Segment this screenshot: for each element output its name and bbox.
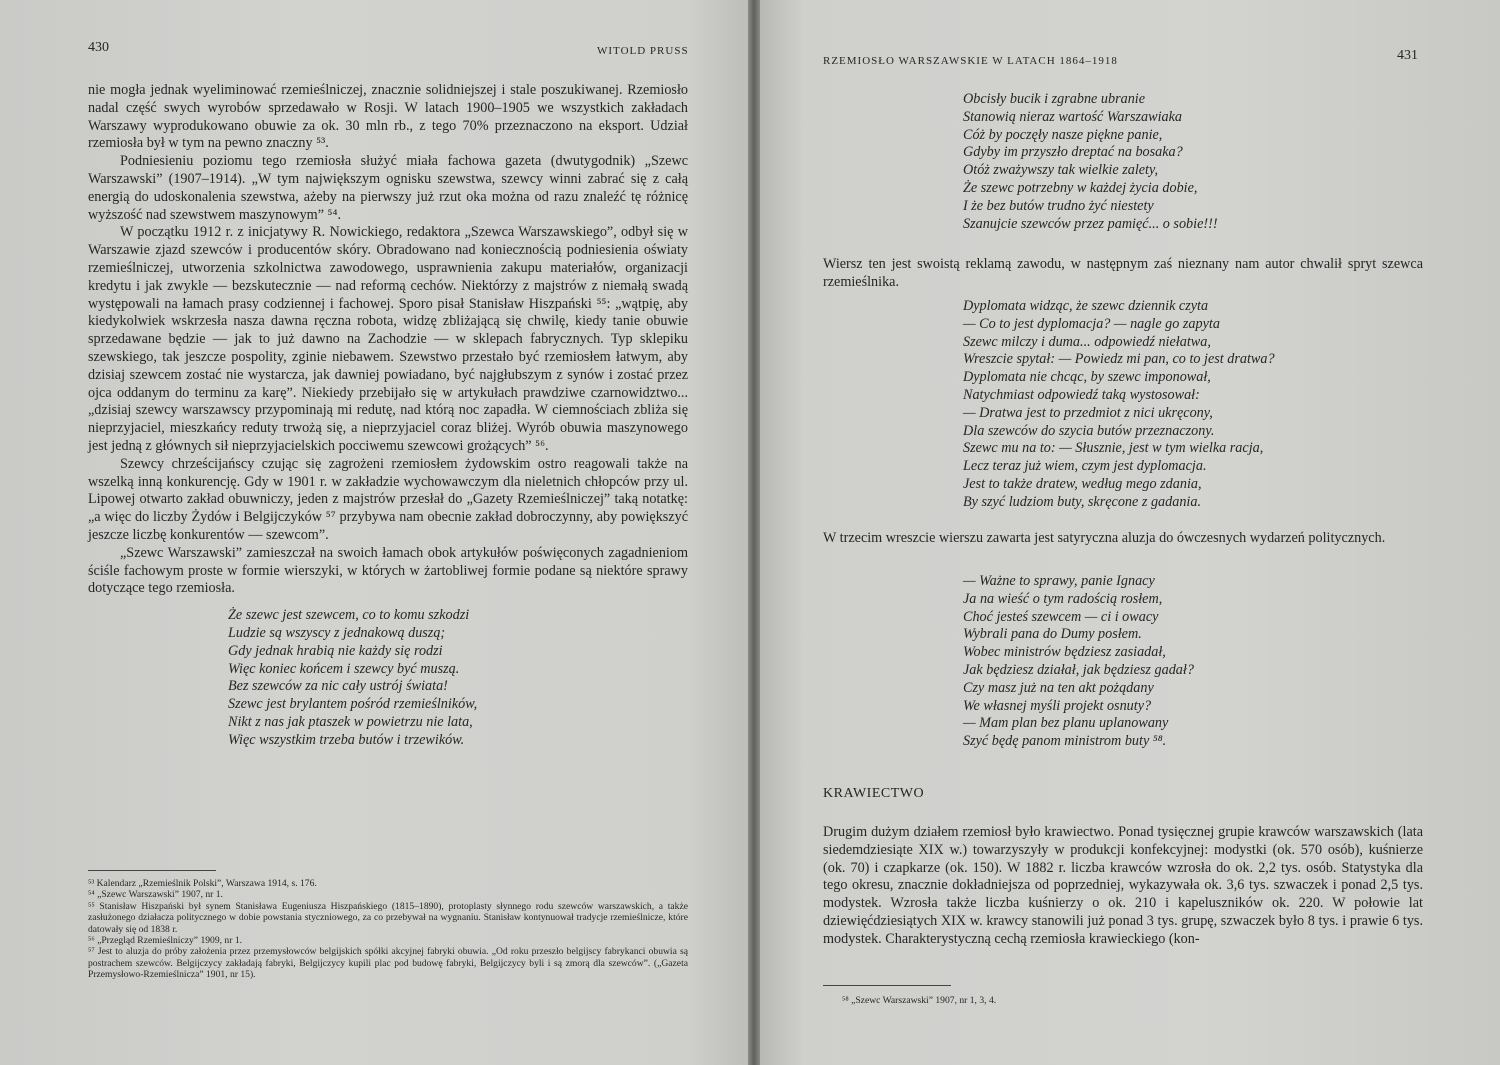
paragraph: nie mogła jednak wyeliminować rzemieślniczej, znacznie solidniejszej i stale poszukiwanej. Rzemiosło nadal część swych wyrobów sprzedawało w Rosji. W latach 1900–1905 we wszystkich zakładach Warszawy wyprodukowano obuwie za ok. 30 mln rb., z tego 70% przeznaczono na eksport. Udział rzemiosła był w tym na pewno znaczny ⁵³. xyxy=(88,82,688,152)
poem-line: Dla szewców do szycia butów przeznaczony. xyxy=(963,422,1215,439)
paragraph: W początku 1912 r. z inicjatywy R. Nowickiego, redaktora „Szewca Warszawskiego”, odbył się w Warszawie zjazd szewców i producentów skóry. Obradowano nad koniecznością podniesienia oświaty rzemieślniczej, utworzenia szkolnictwa zawodowego, usprawnienia zakupu materiałów, organizacji kredytu i jak zwykle — bezskutecznie — nad reformą cechów. Niektórzy z majstrów z niemałą swadą występowali na łamach prasy codziennej i fachowej. Sporo pisał Stanisław Hiszpański ⁵⁵: „wątpię, aby kiedykolwiek wskrzesła nasza dawna ręczna robota, widzę zbliżającą się chwilę, kiedy tanie obuwie sprzedawane będzie — jak to już dawno na Zachodzie — w sklepach fabrycznych. Typ sklepiku szewskiego, tak jeszcze pospolity, zginie niebawem. Szewstwo przestało być rzemiosłem łatwym, aby dzisiaj szewcem zostać nie wystarcza, jak dawniej powiadano, być najgłubszym z synów i zostać przez ojca oddanym do terminu za karę”. Niekiedy przebijało się w artykułach prawdziwe czarnowidztwo... „dzisiaj szewcy warszawscy przypominają mi redutę, nad którą noc zapadła. W ciemnościach zbliża się nieprzyjaciel, mieszkańcy reduty trwożą się, a nieprzyjaciel coraz bliżej. Wyrób obuwia maszynowego jest jedną z głównych sił nieprzyjacielskich pocciwemu szewcowi grożących” ⁵⁶. xyxy=(88,224,688,454)
left-page xyxy=(0,0,748,1065)
poem-line: — Dratwa jest to przedmiot z nici ukręcony, xyxy=(963,404,1213,421)
poem-line: I że bez butów trudno żyć niestety xyxy=(963,197,1154,214)
poem-line: Jak będziesz działał, jak będziesz gadał? xyxy=(963,661,1194,678)
paragraph: Wiersz ten jest swoistą reklamą zawodu, w następnym zaś nieznany nam autor chwalił spryt szewca rzemieślnika. xyxy=(823,256,1423,290)
footnote: ⁵⁴ „Szewc Warszawski” 1907, nr 1. xyxy=(88,889,223,901)
poem xyxy=(963,298,1275,512)
poem-line: Nikt z nas jak ptaszek w powietrzu nie lata, xyxy=(228,713,473,730)
footnote: ⁵⁶ „Przegląd Rzemieślniczy” 1909, nr 1. xyxy=(88,935,243,947)
poem-line: Lecz teraz już wiem, czym jest dyplomacja. xyxy=(963,458,1207,475)
section-title: KRAWIECTWO xyxy=(823,786,925,801)
right-footnote: ⁵⁸ „Szewc Warszawski” 1907, nr 1, 3, 4. xyxy=(842,995,997,1006)
footnote: ⁵⁷ Jest to aluzja do próby założenia przez przemysłowców belgijskich spółki akcyjnej fabryki obuwia. „Od roku przeszło belgijscy fabrykanci obuwia są postrachem szewców. Belgijczycy zakładają fabryki, Belgijczycy kupili plac pod budowę fabryki, Belgijczycy byli i są zmorą dla szewców”. („Gazeta Przemysłowo-Rzemieślnicza” 1901, nr 15). xyxy=(88,946,688,981)
poem-line: Dyplomata widząc, że szewc dziennik czyta xyxy=(963,298,1209,314)
poem-line: Szewc mu na to: — Słusznie, jest w tym wielka racja, xyxy=(963,440,1264,457)
poem-line: Że szewc potrzebny w każdej życia dobie, xyxy=(963,179,1198,196)
poem xyxy=(228,607,688,749)
footnote-rule xyxy=(823,985,951,986)
paragraph: W trzecim wreszcie wierszu zawarta jest satyryczna aluzja do ówczesnych wydarzeń politycznych. xyxy=(823,530,1386,546)
poem-line: Gdyby im przyszło dreptać na bosaka? xyxy=(963,144,1183,161)
poem-line: Gdy jednak hrabią nie każdy się rodzi xyxy=(228,642,443,659)
footnote: ⁵³ Kalendarz „Rzemieślnik Polski”, Warszawa 1914, s. 176. xyxy=(88,878,317,889)
left-page-number: 430 xyxy=(88,40,109,55)
footnote-rule xyxy=(88,870,216,871)
book-gutter xyxy=(748,0,760,1065)
poem-line: — Mam plan bez planu uplanowany xyxy=(963,715,1169,732)
poem-line: — Ważne to sprawy, panie Ignacy xyxy=(963,573,1155,589)
poem-line: Więc wszystkim trzeba butów i trzewików. xyxy=(228,731,465,748)
poem-line: Szewc jest brylantem pośród rzemieślników, xyxy=(228,696,478,713)
poem-line: Szyć będę panom ministrom buty ⁵⁸. xyxy=(963,733,1167,750)
poem-line: Natychmiast odpowiedź taką wystosował: xyxy=(963,386,1200,403)
right-page-number: 431 xyxy=(1397,48,1418,63)
paragraph: „Szewc Warszawski” zamieszczał na swoich łamach obok artykułów poświęconych zagadnieniom ściśle fachowym proste w formie wierszyki, w których w żartobliwej formie podane są niektóre sprawy dotyczące tego rzemiosła. xyxy=(88,544,688,597)
right-running-head: RZEMIOSŁO WARSZAWSKIE W LATACH 1864–1918 xyxy=(823,55,1118,67)
right-page xyxy=(760,0,1500,1065)
paragraph: Drugim dużym działem rzemiosł było krawiectwo. Ponad tysięcznej grupie krawców warszawskich (lata siedemdziesiąte XIX w.) towarzyszyły w produkcji konfekcyjnej: modystki (ok. 570 osób), kuśnierze (ok. 70) i czapkarze (ok. 150). W 1882 r. liczba krawców wzrosła do ok. 2,2 tys. osób. Statystyka dla tego okresu, znacznie dokładniejsza od poprzedniej, wykazywała ok. 3,6 tys. szwaczek i ponad 2,5 tys. modystek. Wzrosła także liczba kuśnierzy o ok. 210 i kapeluszników ok. 220. W połowie lat dziewięćdziesiątych XIX w. krawcy stanowili już ponad 3 tys. grupę, szwaczek było 8 tys. i prawie 6 tys. modystek. Charakterystyczną cechą rzemiosła krawieckiego (kon- xyxy=(823,824,1423,947)
poem-line: Cóż by poczęły nasze piękne panie, xyxy=(963,126,1163,143)
paragraph: Podniesieniu poziomu tego rzemiosła służyć miała fachowa gazeta (dwutygodnik) „Szewc Warszawski” (1907–1914). „W tym największym ognisku szewstwa, szewcy winni zabrać się z całą energią do udoskonalenia szewstwa, ażeby na pierwszy już rzut oka można od razu znaleźć tę różnicę wyższość nad szewstwem maszynowym” ⁵⁴. xyxy=(88,153,688,223)
poem-line: Choć jesteś szewcem — ci i owacy xyxy=(963,608,1159,625)
poem-line: Otóż zważywszy tak wielkie zalety, xyxy=(963,162,1159,179)
poem-line: Szewc milczy i duma... odpowiedź niełatwa, xyxy=(963,333,1211,350)
poem-line: Wobec ministrów będziesz zasiadał, xyxy=(963,644,1166,661)
poem xyxy=(963,573,1194,751)
poem xyxy=(963,91,1218,233)
footnote: ⁵⁵ Stanisław Hiszpański był synem Stanisława Eugeniusza Hiszpańskiego (1815–1890), protoplasty słynnego rodu szewców warszawskich, a także zasłużonego działacza politycznego w dobie powstania styczniowego, za co przebywał na wygnaniu. Stanisław kontynuował tradycje rzemieślnicze, które datowały się od 1838 r. xyxy=(88,900,688,935)
left-running-head: WITOLD PRUSS xyxy=(597,45,689,57)
poem-line: Więc koniec końcem i szewcy być muszą. xyxy=(228,660,460,677)
poem-line: Szanujcie szewców przez pamięć... o sobie!!! xyxy=(963,215,1218,232)
poem-line: Jest to także dratew, według mego zdania, xyxy=(963,475,1202,492)
poem-line: Dyplomata nie chcąc, by szewc imponował, xyxy=(963,369,1211,386)
poem-line: Czy masz już na ten akt pożądany xyxy=(963,679,1154,696)
poem-line: Wybrali pana do Dumy posłem. xyxy=(963,626,1142,643)
left-footnotes xyxy=(88,878,688,981)
left-body-text xyxy=(88,82,688,749)
poem-line: Ludzie są wszyscy z jednakową duszą; xyxy=(228,624,446,641)
poem-line: Wreszcie spytał: — Powiedz mi pan, co to jest dratwa? xyxy=(963,351,1275,368)
poem-line: We własnej myśli projekt osnuty? xyxy=(963,697,1152,714)
poem-line: Bez szewców za nic cały ustrój świata! xyxy=(228,678,448,695)
poem-line: Ja na wieść o tym radością rosłem, xyxy=(963,590,1163,607)
poem-line: Że szewc jest szewcem, co to komu szkodzi xyxy=(228,607,470,624)
paragraph: Szewcy chrześcijańscy czując się zagrożeni rzemiosłem żydowskim ostro reagowali także na wszelką inną konkurencję. Gdy w 1901 r. w zakładzie wychowawczym dla nieletnich chłopców przy ul. Lipowej otwarto zakład obuwniczy, jeden z majstrów przesłał do „Gazety Rzemieślniczej” taką notatkę: „a więc do liczby Żydów i Belgijczyków ⁵⁷ przybywa nam obecnie zakład dobroczynny, aby powiększyć jeszcze liczbę konkurentów — szewcom”. xyxy=(88,455,688,543)
poem-line: — Co to jest dyplomacja? — nagle go zapyta xyxy=(963,315,1220,332)
poem-line: Stanowią nieraz wartość Warszawiaka xyxy=(963,108,1183,125)
poem-line: By szyć ludziom buty, skręcone z gadania. xyxy=(963,493,1201,510)
poem-line: Obcisły bucik i zgrabne ubranie xyxy=(963,91,1146,107)
